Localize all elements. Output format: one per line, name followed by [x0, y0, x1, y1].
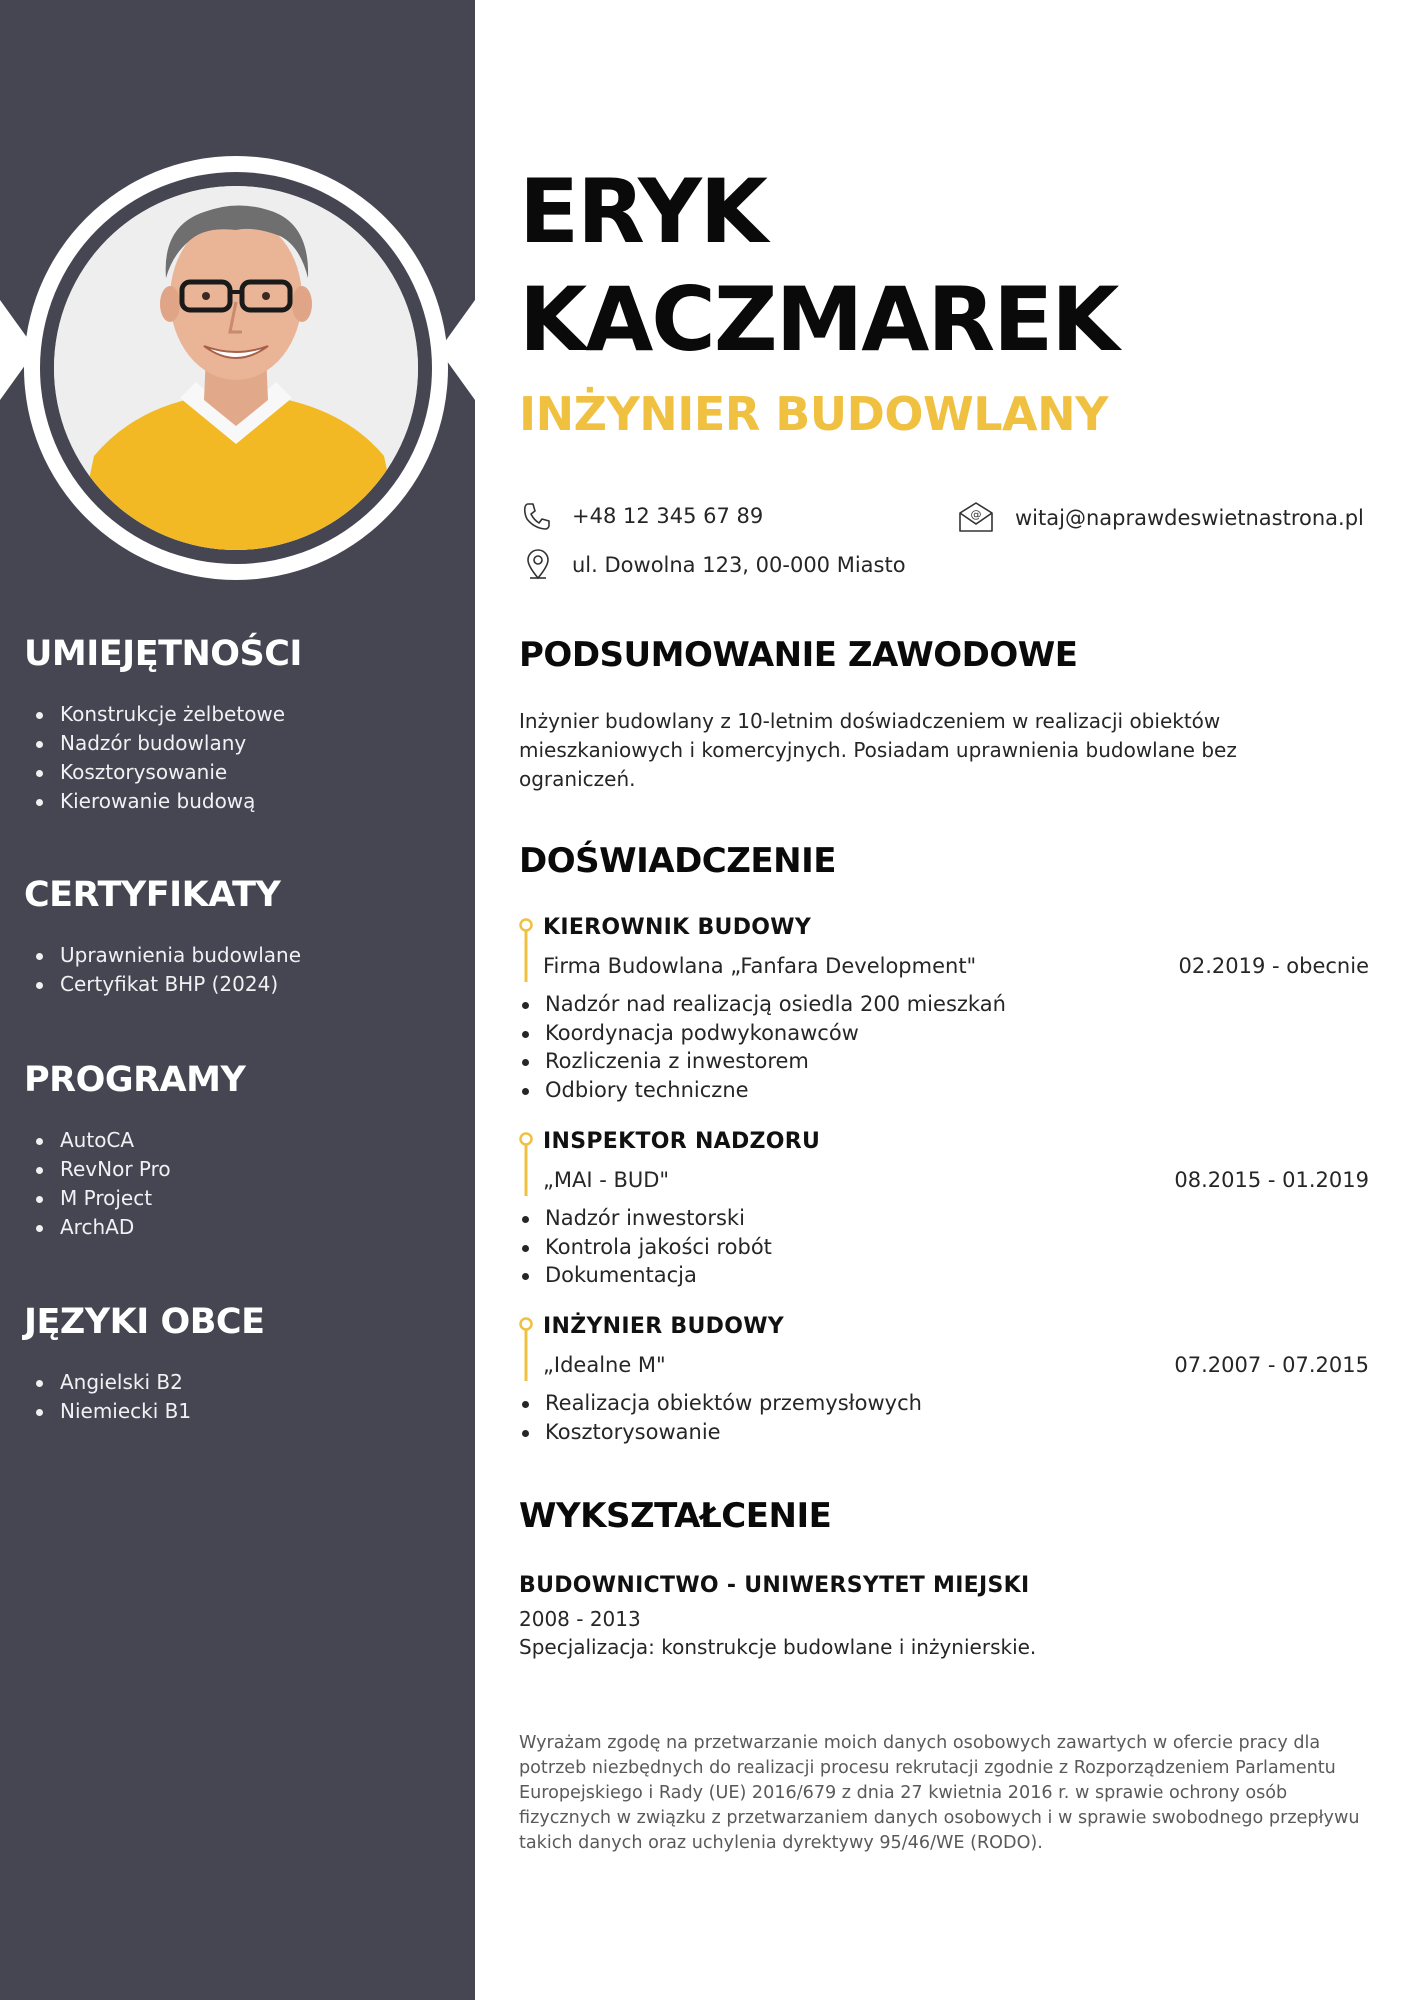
- list-item: RevNor Pro: [24, 1155, 454, 1184]
- list-item: M Project: [24, 1184, 454, 1213]
- job-dates: 07.2007 - 07.2015: [1174, 1353, 1369, 1377]
- profile-photo: [54, 186, 418, 550]
- timeline-marker-icon: [519, 1317, 533, 1381]
- job-title: INŻYNIER BUDOWY: [543, 1314, 784, 1339]
- location-pin-icon: [522, 548, 556, 582]
- skills-list: [24, 700, 454, 816]
- job-title: INSPEKTOR NADZORU: [543, 1129, 821, 1154]
- name-first: ERYK: [519, 160, 766, 263]
- timeline-marker-icon: [519, 1132, 533, 1196]
- summary-text: Inżynier budowlany z 10-letnim doświadczeniem w realizacji obiektów mieszkaniowych i komercyjnych. Posiadam uprawnienia budowlane bez ograniczeń.: [519, 709, 1237, 791]
- programs-section: [24, 1058, 454, 1242]
- certificates-list: [24, 941, 454, 999]
- list-item: Konstrukcje żelbetowe: [24, 700, 454, 729]
- summary-title: PODSUMOWANIE ZAWODOWE: [519, 635, 1078, 675]
- languages-list: [24, 1368, 454, 1426]
- svg-text:@: @: [970, 508, 982, 521]
- skills-section: [24, 632, 454, 816]
- name-last: KACZMAREK: [519, 268, 1118, 371]
- envelope-icon: [957, 500, 995, 534]
- education-title: WYKSZTAŁCENIE: [519, 1496, 832, 1536]
- job-entry: [519, 914, 1369, 1104]
- list-item: Odbiory techniczne: [519, 1076, 1369, 1105]
- list-item: ArchAD: [24, 1213, 454, 1242]
- job-duties: [519, 1204, 1369, 1290]
- timeline-marker-icon: [519, 918, 533, 982]
- list-item: Uprawnienia budowlane: [24, 941, 454, 970]
- list-item: Realizacja obiektów przemysłowych: [519, 1389, 1369, 1418]
- candidate-name: [519, 158, 1379, 374]
- list-item: Dokumentacja: [519, 1261, 1369, 1290]
- job-duties: [519, 990, 1369, 1104]
- phone-number[interactable]: +48 12 345 67 89: [572, 504, 764, 528]
- certificates-title: CERTYFIKATY: [24, 875, 281, 915]
- list-item: Niemiecki B1: [24, 1397, 454, 1426]
- list-item: Nadzór budowlany: [24, 729, 454, 758]
- skills-title: UMIEJĘTNOŚCI: [24, 634, 302, 674]
- list-item: Kontrola jakości robót: [519, 1233, 1369, 1262]
- list-item: Koordynacja podwykonawców: [519, 1019, 1369, 1048]
- languages-section: [24, 1300, 454, 1426]
- job-dates: 08.2015 - 01.2019: [1174, 1168, 1369, 1192]
- job-company: Firma Budowlana „Fanfara Development": [543, 954, 977, 978]
- job-entry: [519, 1313, 1369, 1463]
- experience-title: DOŚWIADCZENIE: [519, 841, 836, 881]
- education-years: 2008 - 2013: [519, 1607, 641, 1631]
- list-item: AutoCA: [24, 1126, 454, 1155]
- programs-list: [24, 1126, 454, 1242]
- job-entry: [519, 1128, 1369, 1298]
- list-item: Kierowanie budową: [24, 787, 454, 816]
- list-item: Rozliczenia z inwestorem: [519, 1047, 1369, 1076]
- job-dates: 02.2019 - obecnie: [1178, 954, 1369, 978]
- job-company: „Idealne M": [543, 1353, 666, 1377]
- address: ul. Dowolna 123, 00-000 Miasto: [572, 553, 906, 577]
- candidate-role: INŻYNIER BUDOWLANY: [519, 387, 1108, 441]
- job-duties: [519, 1389, 1369, 1446]
- certificates-section: [24, 873, 454, 999]
- list-item: Nadzór inwestorski: [519, 1204, 1369, 1233]
- gdpr-consent-clause: Wyrażam zgodę na przetwarzanie moich danych osobowych zawartych w ofercie pracy dla potrzeb niezbędnych do realizacji procesu rekrutacji zgodnie z Rozporządzeniem Parlamentu Europejskiego i Rady (UE) 2016/679 z dnia 27 kwietnia 2016 r. w sprawie ochrony osób fizycznych w związku z przetwarzaniem danych osobowych i w sprawie swobodnego przepływu takich danych oraz uchylenia dyrektywy 95/46/WE (RODO).: [519, 1733, 1360, 1853]
- phone-icon: [520, 499, 554, 533]
- job-title: KIEROWNIK BUDOWY: [543, 915, 812, 940]
- languages-title: JĘZYKI OBCE: [24, 1302, 265, 1342]
- list-item: Angielski B2: [24, 1368, 454, 1397]
- list-item: Nadzór nad realizacją osiedla 200 mieszkań: [519, 990, 1369, 1019]
- job-company: „MAI - BUD": [543, 1168, 670, 1192]
- list-item: Kosztorysowanie: [24, 758, 454, 787]
- list-item: Kosztorysowanie: [519, 1418, 1369, 1447]
- education-specialization: Specjalizacja: konstrukcje budowlane i inżynierskie.: [519, 1635, 1037, 1659]
- programs-title: PROGRAMY: [24, 1060, 246, 1100]
- profile-photo-illustration: [54, 186, 418, 550]
- email-address[interactable]: witaj@naprawdeswietnastrona.pl: [1015, 506, 1364, 530]
- list-item: Certyfikat BHP (2024): [24, 970, 454, 999]
- education-school: BUDOWNICTWO - UNIWERSYTET MIEJSKI: [519, 1573, 1030, 1598]
